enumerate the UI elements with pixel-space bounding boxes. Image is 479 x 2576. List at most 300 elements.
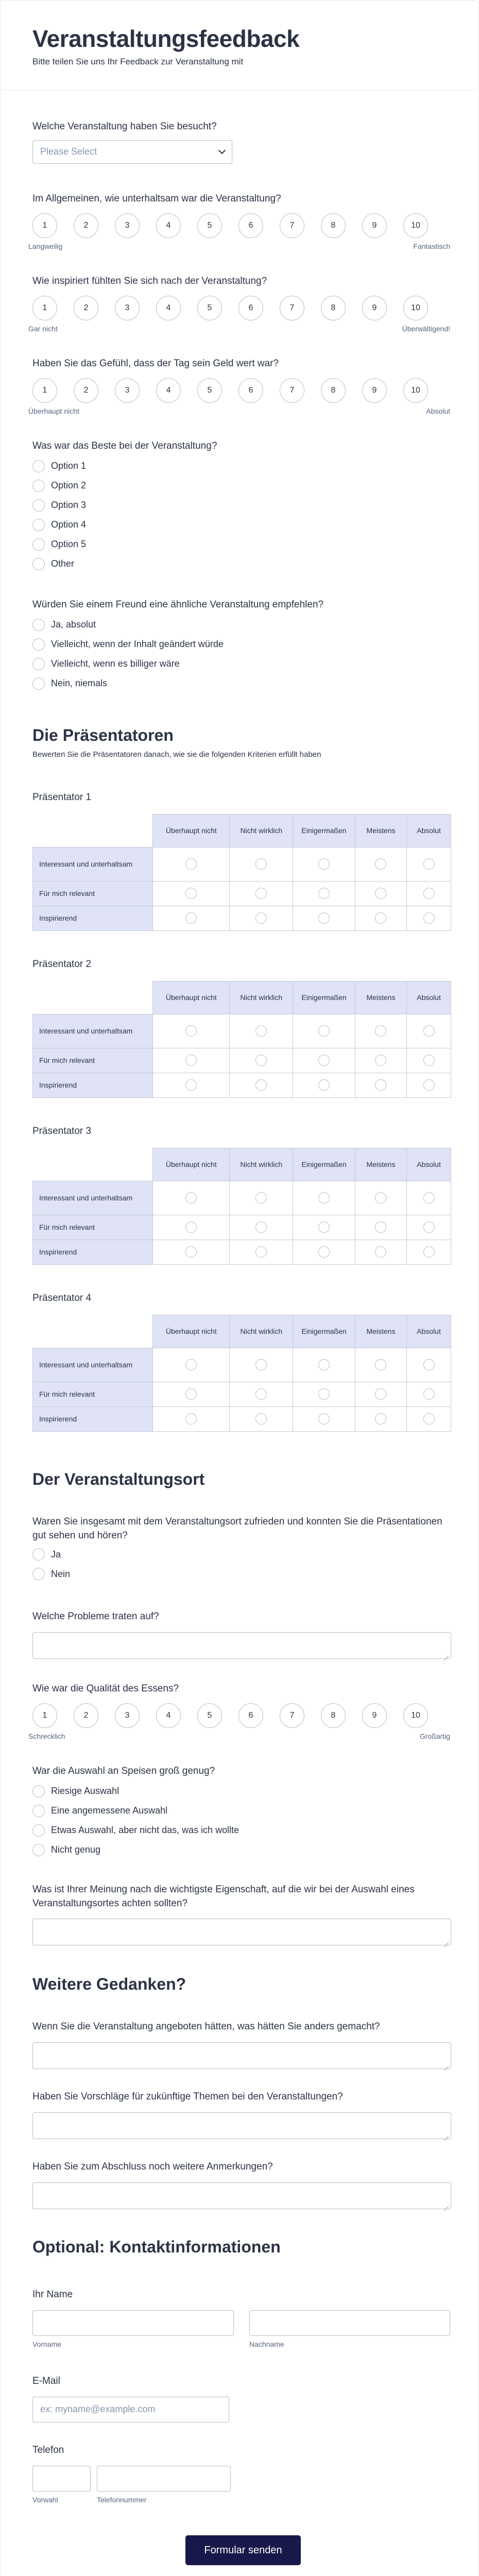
matrix-radio[interactable] xyxy=(375,912,386,924)
matrix-row xyxy=(33,1215,451,1240)
matrix-row xyxy=(33,1181,451,1215)
matrix-cell[interactable] xyxy=(153,1406,230,1431)
matrix-cell[interactable] xyxy=(230,881,293,906)
matrix-cell[interactable] xyxy=(230,1240,293,1264)
matrix-cell[interactable] xyxy=(355,1215,406,1240)
radio-option[interactable] xyxy=(32,476,450,496)
scale-option-3[interactable]: 3 xyxy=(115,296,140,320)
matrix-cell[interactable] xyxy=(153,1014,230,1048)
scale-option-7[interactable]: 7 xyxy=(280,1703,304,1728)
radio-circle[interactable] xyxy=(32,460,45,472)
matrix-cell[interactable] xyxy=(355,1406,406,1431)
thoughts-section-title: Weitere Gedanken? xyxy=(32,1975,186,1993)
worth-scale xyxy=(32,378,450,403)
matrix-cell[interactable] xyxy=(407,1382,451,1406)
food-choice-question-label: War die Auswahl an Speisen groß genug? xyxy=(32,1766,215,1776)
radio-option[interactable] xyxy=(32,674,450,693)
matrix-row-header: Inspirierend xyxy=(33,1406,153,1431)
resize-handle-icon[interactable] xyxy=(443,1938,449,1943)
scale-option-10[interactable]: 10 xyxy=(403,213,428,238)
scale-option-5[interactable]: 5 xyxy=(197,1703,222,1728)
scale-option-8[interactable]: 8 xyxy=(321,1703,346,1728)
matrix-cell[interactable] xyxy=(293,847,355,881)
matrix-row xyxy=(33,881,451,906)
matrix-column-header: Einigermaßen xyxy=(293,814,355,847)
scale-option-10[interactable]: 10 xyxy=(403,296,428,320)
matrix-radio[interactable] xyxy=(375,1246,386,1258)
radio-circle[interactable] xyxy=(32,558,45,570)
matrix-header-row xyxy=(33,1148,451,1181)
matrix-radio[interactable] xyxy=(318,1192,330,1204)
matrix-cell[interactable] xyxy=(153,1048,230,1073)
inspired-question xyxy=(28,275,450,333)
scale-option-1[interactable]: 1 xyxy=(32,213,57,238)
matrix-column-header: Absolut xyxy=(407,1315,451,1348)
matrix-row-header: Für mich relevant xyxy=(33,1382,153,1406)
matrix-cell[interactable] xyxy=(355,1382,406,1406)
matrix-cell[interactable] xyxy=(230,847,293,881)
matrix-radio[interactable] xyxy=(255,1246,267,1258)
matrix-radio[interactable] xyxy=(185,1388,197,1400)
presenters-section-header xyxy=(32,726,450,759)
radio-circle[interactable] xyxy=(32,499,45,512)
email-question-label: E-Mail xyxy=(32,2376,60,2386)
radio-option[interactable] xyxy=(32,554,450,574)
matrix-radio[interactable] xyxy=(375,1359,386,1370)
matrix-cell[interactable] xyxy=(355,1348,406,1382)
matrix-radio[interactable] xyxy=(423,1079,435,1091)
matrix-radio[interactable] xyxy=(423,1388,435,1400)
scale-option-6[interactable]: 6 xyxy=(238,213,263,238)
radio-circle[interactable] xyxy=(32,519,45,531)
matrix-radio[interactable] xyxy=(423,1025,435,1037)
matrix-cell[interactable] xyxy=(355,1181,406,1215)
matrix-radio[interactable] xyxy=(185,1025,197,1037)
presenter-matrix-question xyxy=(32,1292,450,1432)
matrix-radio[interactable] xyxy=(375,1388,386,1400)
radio-circle[interactable] xyxy=(32,1548,45,1561)
matrix-radio[interactable] xyxy=(185,1413,197,1425)
radio-option-label: Option 5 xyxy=(51,539,87,550)
radio-circle[interactable] xyxy=(32,538,45,551)
matrix-radio[interactable] xyxy=(318,1246,330,1258)
matrix-radio[interactable] xyxy=(185,1222,197,1233)
radio-circle[interactable] xyxy=(32,1805,45,1817)
scale-option-4[interactable]: 4 xyxy=(156,1703,181,1728)
matrix-row-header: Interessant und unterhaltsam xyxy=(33,1014,153,1048)
presenter-label: Präsentator 3 xyxy=(32,1126,92,1137)
recommend-options xyxy=(32,615,450,693)
matrix-cell[interactable] xyxy=(293,881,355,906)
inspired-scale-labels xyxy=(28,325,450,333)
radio-option-label: Nein, niemals xyxy=(51,678,108,689)
matrix-cell[interactable] xyxy=(153,1215,230,1240)
presenter-matrix-question xyxy=(32,1125,450,1265)
matrix-cell[interactable] xyxy=(153,1348,230,1382)
different-textarea[interactable] xyxy=(32,2042,451,2069)
inspired-scale xyxy=(32,296,450,320)
matrix-radio[interactable] xyxy=(255,1413,267,1425)
matrix-radio[interactable] xyxy=(318,1359,330,1370)
email-question xyxy=(32,2375,450,2422)
phone-inputs xyxy=(32,2466,450,2504)
matrix-radio[interactable] xyxy=(375,1413,386,1425)
scale-option-2[interactable]: 2 xyxy=(74,378,98,403)
different-question xyxy=(32,2020,450,2069)
matrix-cell[interactable] xyxy=(153,881,230,906)
radio-option[interactable] xyxy=(32,615,450,635)
phone-number-input[interactable] xyxy=(97,2466,231,2492)
matrix-column-header: Überhaupt nicht xyxy=(153,814,230,847)
matrix-cell[interactable] xyxy=(153,847,230,881)
presenters-section-subtitle: Bewerten Sie die Präsentatoren danach, wie sie die folgenden Kriterien erfüllt haben xyxy=(32,750,321,759)
matrix-radio[interactable] xyxy=(255,1055,267,1066)
radio-option[interactable] xyxy=(32,515,450,535)
presenters-section-title: Die Präsentatoren xyxy=(32,726,174,744)
radio-option[interactable] xyxy=(32,635,450,654)
resize-handle-icon[interactable] xyxy=(443,2061,449,2066)
matrix-cell[interactable] xyxy=(407,1406,451,1431)
radio-circle[interactable] xyxy=(32,1824,45,1837)
matrix-row xyxy=(33,1073,451,1097)
presenter-matrix-question xyxy=(32,958,450,1098)
scale-option-9[interactable]: 9 xyxy=(362,1703,387,1728)
radio-circle[interactable] xyxy=(32,619,45,631)
radio-option-label: Other xyxy=(51,558,75,569)
venue-section-header xyxy=(32,1470,450,1489)
radio-option[interactable] xyxy=(32,535,450,554)
matrix-column-header: Nicht wirklich xyxy=(230,981,293,1014)
scale-option-9[interactable]: 9 xyxy=(362,378,387,403)
matrix-cell[interactable] xyxy=(407,1240,451,1264)
matrix-radio[interactable] xyxy=(423,1055,435,1066)
scale-option-2[interactable]: 2 xyxy=(74,296,98,320)
scale-option-7[interactable]: 7 xyxy=(280,378,304,403)
scale-option-2[interactable]: 2 xyxy=(74,1703,98,1728)
scale-option-6[interactable]: 6 xyxy=(238,378,263,403)
matrix-radio[interactable] xyxy=(423,1192,435,1204)
matrix-cell[interactable] xyxy=(293,1240,355,1264)
matrix-column-header: Überhaupt nicht xyxy=(153,1315,230,1348)
matrix-cell[interactable] xyxy=(293,1181,355,1215)
matrix-radio[interactable] xyxy=(423,1413,435,1425)
radio-circle[interactable] xyxy=(32,1844,45,1856)
matrix-radio[interactable] xyxy=(423,1246,435,1258)
matrix-header-row xyxy=(33,1315,451,1348)
best-options xyxy=(32,456,450,574)
matrix-row-header: Interessant und unterhaltsam xyxy=(33,1348,153,1382)
resize-handle-icon[interactable] xyxy=(443,2131,449,2137)
scale-option-4[interactable]: 4 xyxy=(156,213,181,238)
first-name-input[interactable] xyxy=(32,2310,234,2336)
scale-high-label: Fantastisch xyxy=(413,242,450,250)
scale-option-1[interactable]: 1 xyxy=(32,1703,57,1728)
matrix-radio[interactable] xyxy=(318,888,330,899)
worth-question-label: Haben Sie das Gefühl, dass der Tag sein Geld wert war? xyxy=(32,358,279,369)
matrix-header-row xyxy=(33,981,451,1014)
matrix-radio[interactable] xyxy=(375,1055,386,1066)
radio-option-label: Option 1 xyxy=(51,461,87,471)
scale-option-7[interactable]: 7 xyxy=(280,213,304,238)
scale-option-7[interactable]: 7 xyxy=(280,296,304,320)
matrix-column-header: Meistens xyxy=(355,1148,406,1181)
matrix-cell[interactable] xyxy=(153,1181,230,1215)
matrix-cell[interactable] xyxy=(293,1073,355,1097)
phone-number-group xyxy=(97,2466,231,2504)
best-question xyxy=(32,439,450,574)
scale-option-3[interactable]: 3 xyxy=(115,213,140,238)
scale-option-5[interactable]: 5 xyxy=(197,296,222,320)
matrix-radio[interactable] xyxy=(185,1192,197,1204)
matrix-row-header: Inspirierend xyxy=(33,1073,153,1097)
form-subtitle: Bitte teilen Sie uns Ihr Feedback zur Veranstaltung mit xyxy=(32,56,244,66)
matrix-radio[interactable] xyxy=(375,1079,386,1091)
matrix-cell[interactable] xyxy=(355,1048,406,1073)
comments-question-label: Haben Sie zum Abschluss noch weitere Anmerkungen? xyxy=(32,2161,273,2172)
matrix-radio[interactable] xyxy=(318,1222,330,1233)
last-name-input[interactable] xyxy=(249,2310,450,2336)
matrix-column-header: Absolut xyxy=(407,814,451,847)
matrix-cell[interactable] xyxy=(355,847,406,881)
scale-option-6[interactable]: 6 xyxy=(238,1703,263,1728)
matrix-radio[interactable] xyxy=(375,1222,386,1233)
worth-scale-labels xyxy=(28,407,450,415)
scale-option-4[interactable]: 4 xyxy=(156,296,181,320)
radio-option[interactable] xyxy=(32,1821,450,1840)
entertain-scale-labels xyxy=(28,242,450,250)
matrix-radio[interactable] xyxy=(375,888,386,899)
topics-question xyxy=(32,2090,450,2139)
resize-handle-icon[interactable] xyxy=(443,2201,449,2207)
resize-handle-icon[interactable] xyxy=(443,1651,449,1656)
matrix-header-row xyxy=(33,814,451,847)
matrix-column-header: Einigermaßen xyxy=(293,1148,355,1181)
scale-option-9[interactable]: 9 xyxy=(362,213,387,238)
venue-feature-textarea[interactable] xyxy=(32,1919,451,1945)
matrix-cell[interactable] xyxy=(153,1382,230,1406)
scale-option-4[interactable]: 4 xyxy=(156,378,181,403)
matrix-cell[interactable] xyxy=(230,1215,293,1240)
scale-option-8[interactable]: 8 xyxy=(321,378,346,403)
scale-option-2[interactable]: 2 xyxy=(74,213,98,238)
matrix-cell[interactable] xyxy=(153,906,230,930)
matrix-radio[interactable] xyxy=(318,1025,330,1037)
matrix-cell[interactable] xyxy=(407,1073,451,1097)
matrix-cell[interactable] xyxy=(355,1073,406,1097)
radio-circle[interactable] xyxy=(32,658,45,670)
scale-low-label: Langweilig xyxy=(28,242,63,250)
matrix-radio[interactable] xyxy=(255,1079,267,1091)
scale-option-8[interactable]: 8 xyxy=(321,296,346,320)
inspired-question-label: Wie inspiriert fühlten Sie sich nach der Veranstaltung? xyxy=(32,276,267,286)
matrix-column-header: Meistens xyxy=(355,1315,406,1348)
radio-option[interactable] xyxy=(32,1782,450,1801)
area-code-input[interactable] xyxy=(32,2466,91,2492)
matrix-cell[interactable] xyxy=(407,847,451,881)
matrix-cell[interactable] xyxy=(355,881,406,906)
matrix-cell[interactable] xyxy=(407,1014,451,1048)
presenter-label: Präsentator 2 xyxy=(32,959,92,970)
topics-question-label: Haben Sie Vorschläge für zukünftige Themen bei den Veranstaltungen? xyxy=(32,2091,343,2102)
matrix-radio[interactable] xyxy=(423,858,435,870)
matrix-row xyxy=(33,1406,451,1431)
matrix-row-header: Für mich relevant xyxy=(33,881,153,906)
scale-option-9[interactable]: 9 xyxy=(362,296,387,320)
scale-option-5[interactable]: 5 xyxy=(197,378,222,403)
radio-circle[interactable] xyxy=(32,638,45,651)
matrix-radio[interactable] xyxy=(255,1025,267,1037)
scale-option-3[interactable]: 3 xyxy=(115,378,140,403)
matrix-cell[interactable] xyxy=(230,906,293,930)
matrix-cell[interactable] xyxy=(355,1014,406,1048)
matrix-cell[interactable] xyxy=(293,1348,355,1382)
topics-textarea[interactable] xyxy=(32,2112,451,2139)
matrix-cell[interactable] xyxy=(407,1215,451,1240)
matrix-row-header: Für mich relevant xyxy=(33,1215,153,1240)
radio-option[interactable] xyxy=(32,1840,450,1860)
matrix-cell[interactable] xyxy=(230,1348,293,1382)
problems-textarea[interactable] xyxy=(32,1632,451,1659)
radio-option-label: Option 4 xyxy=(51,519,87,530)
matrix-cell[interactable] xyxy=(293,1014,355,1048)
food-choice-question xyxy=(32,1765,450,1860)
matrix-cell[interactable] xyxy=(355,1240,406,1264)
food-choice-options xyxy=(32,1782,450,1860)
matrix-cell[interactable] xyxy=(407,1348,451,1382)
event-select[interactable] xyxy=(32,140,232,164)
scale-option-5[interactable]: 5 xyxy=(197,213,222,238)
matrix-radio[interactable] xyxy=(318,1079,330,1091)
matrix-radio[interactable] xyxy=(318,912,330,924)
area-code-sublabel: Vorwahl xyxy=(32,2495,58,2504)
radio-circle[interactable] xyxy=(32,1785,45,1798)
matrix-radio[interactable] xyxy=(423,912,435,924)
scale-option-10[interactable]: 10 xyxy=(403,378,428,403)
radio-option[interactable] xyxy=(32,1564,448,1584)
matrix-radio[interactable] xyxy=(185,1359,197,1370)
matrix-cell[interactable] xyxy=(230,1014,293,1048)
matrix-cell[interactable] xyxy=(230,1406,293,1431)
presenter-label: Präsentator 1 xyxy=(32,792,92,803)
matrix-radio[interactable] xyxy=(255,858,267,870)
matrix-cell[interactable] xyxy=(230,1181,293,1215)
radio-circle[interactable] xyxy=(32,480,45,492)
matrix-cell[interactable] xyxy=(293,1382,355,1406)
matrix-cell[interactable] xyxy=(293,1048,355,1073)
matrix-radio[interactable] xyxy=(185,888,197,899)
matrix-radio[interactable] xyxy=(255,1359,267,1370)
event-question-label: Welche Veranstaltung haben Sie besucht? xyxy=(32,121,217,132)
matrix-row xyxy=(33,1048,451,1073)
radio-option[interactable] xyxy=(32,496,450,515)
radio-option-label: Option 2 xyxy=(51,480,87,491)
matrix-row xyxy=(33,1240,451,1264)
radio-option[interactable] xyxy=(32,654,450,674)
matrix-radio[interactable] xyxy=(318,858,330,870)
matrix-radio[interactable] xyxy=(375,858,386,870)
best-question-label: Was war das Beste bei der Veranstaltung? xyxy=(32,440,217,451)
scale-option-3[interactable]: 3 xyxy=(115,1703,140,1728)
venue-feature-question xyxy=(32,1883,448,1945)
matrix-radio[interactable] xyxy=(185,1079,197,1091)
matrix-cell[interactable] xyxy=(153,1240,230,1264)
matrix-radio[interactable] xyxy=(318,1413,330,1425)
form-title: Veranstaltungsfeedback xyxy=(32,25,300,52)
scale-option-8[interactable]: 8 xyxy=(321,213,346,238)
rating-matrix xyxy=(32,981,451,1098)
matrix-radio[interactable] xyxy=(255,888,267,899)
matrix-cell[interactable] xyxy=(293,1406,355,1431)
matrix-row xyxy=(33,1382,451,1406)
matrix-radio[interactable] xyxy=(185,858,197,870)
recommend-question-label: Würden Sie einem Freund eine ähnliche Veranstaltung empfehlen? xyxy=(32,599,324,610)
radio-option[interactable] xyxy=(32,456,450,476)
matrix-radio[interactable] xyxy=(255,1192,267,1204)
phone-question xyxy=(32,2444,450,2504)
radio-option[interactable] xyxy=(32,1801,450,1821)
scale-option-6[interactable]: 6 xyxy=(238,296,263,320)
matrix-radio[interactable] xyxy=(185,1055,197,1066)
matrix-radio[interactable] xyxy=(423,1222,435,1233)
matrix-cell[interactable] xyxy=(153,1073,230,1097)
matrix-radio[interactable] xyxy=(318,1388,330,1400)
matrix-radio[interactable] xyxy=(375,1025,386,1037)
phone-number-sublabel: Telefonnummer xyxy=(97,2495,147,2504)
matrix-cell[interactable] xyxy=(407,906,451,930)
scale-option-1[interactable]: 1 xyxy=(32,296,57,320)
rating-matrix xyxy=(32,1148,451,1265)
venue-feature-question-label: Was ist Ihrer Meinung nach die wichtigste Eigenschaft, auf die wir bei der Auswahl eines Veranstaltungsortes achten sollten? xyxy=(32,1884,415,1909)
matrix-cell[interactable] xyxy=(230,1073,293,1097)
matrix-cell[interactable] xyxy=(407,1048,451,1073)
food-question xyxy=(28,1682,450,1740)
matrix-cell[interactable] xyxy=(293,906,355,930)
matrix-radio[interactable] xyxy=(375,1192,386,1204)
matrix-cell[interactable] xyxy=(407,881,451,906)
radio-option[interactable] xyxy=(32,1545,448,1564)
matrix-radio[interactable] xyxy=(185,1246,197,1258)
matrix-radio[interactable] xyxy=(255,912,267,924)
scale-option-1[interactable]: 1 xyxy=(32,378,57,403)
matrix-radio[interactable] xyxy=(255,1222,267,1233)
radio-circle[interactable] xyxy=(32,1568,45,1580)
matrix-radio[interactable] xyxy=(423,888,435,899)
submit-button[interactable]: Formular senden xyxy=(185,2535,301,2565)
matrix-radio[interactable] xyxy=(255,1388,267,1400)
last-name-group xyxy=(249,2310,450,2348)
scale-high-label: Überwältigend! xyxy=(402,324,450,333)
radio-circle[interactable] xyxy=(32,677,45,690)
email-input[interactable]: ex: myname@example.com xyxy=(32,2397,229,2422)
matrix-radio[interactable] xyxy=(185,912,197,924)
matrix-cell[interactable] xyxy=(355,906,406,930)
matrix-cell[interactable] xyxy=(407,1181,451,1215)
comments-textarea[interactable] xyxy=(32,2182,451,2209)
venue-ok-question-label: Waren Sie insgesamt mit dem Veranstaltungsort zufrieden und konnten Sie die Präsentationen gut sehen und hören? xyxy=(32,1516,442,1541)
scale-option-10[interactable]: 10 xyxy=(403,1703,428,1728)
different-question-label: Wenn Sie die Veranstaltung angeboten hätten, was hätten Sie anders gemacht? xyxy=(32,2021,380,2032)
matrix-cell[interactable] xyxy=(293,1215,355,1240)
matrix-radio[interactable] xyxy=(423,1359,435,1370)
matrix-column-header: Meistens xyxy=(355,814,406,847)
entertain-scale xyxy=(32,213,450,238)
matrix-cell[interactable] xyxy=(230,1048,293,1073)
matrix-radio[interactable] xyxy=(318,1055,330,1066)
thoughts-section-header xyxy=(32,1975,450,1994)
matrix-cell[interactable] xyxy=(230,1382,293,1406)
matrix-row xyxy=(33,1348,451,1382)
name-question-label: Ihr Name xyxy=(32,2289,73,2300)
